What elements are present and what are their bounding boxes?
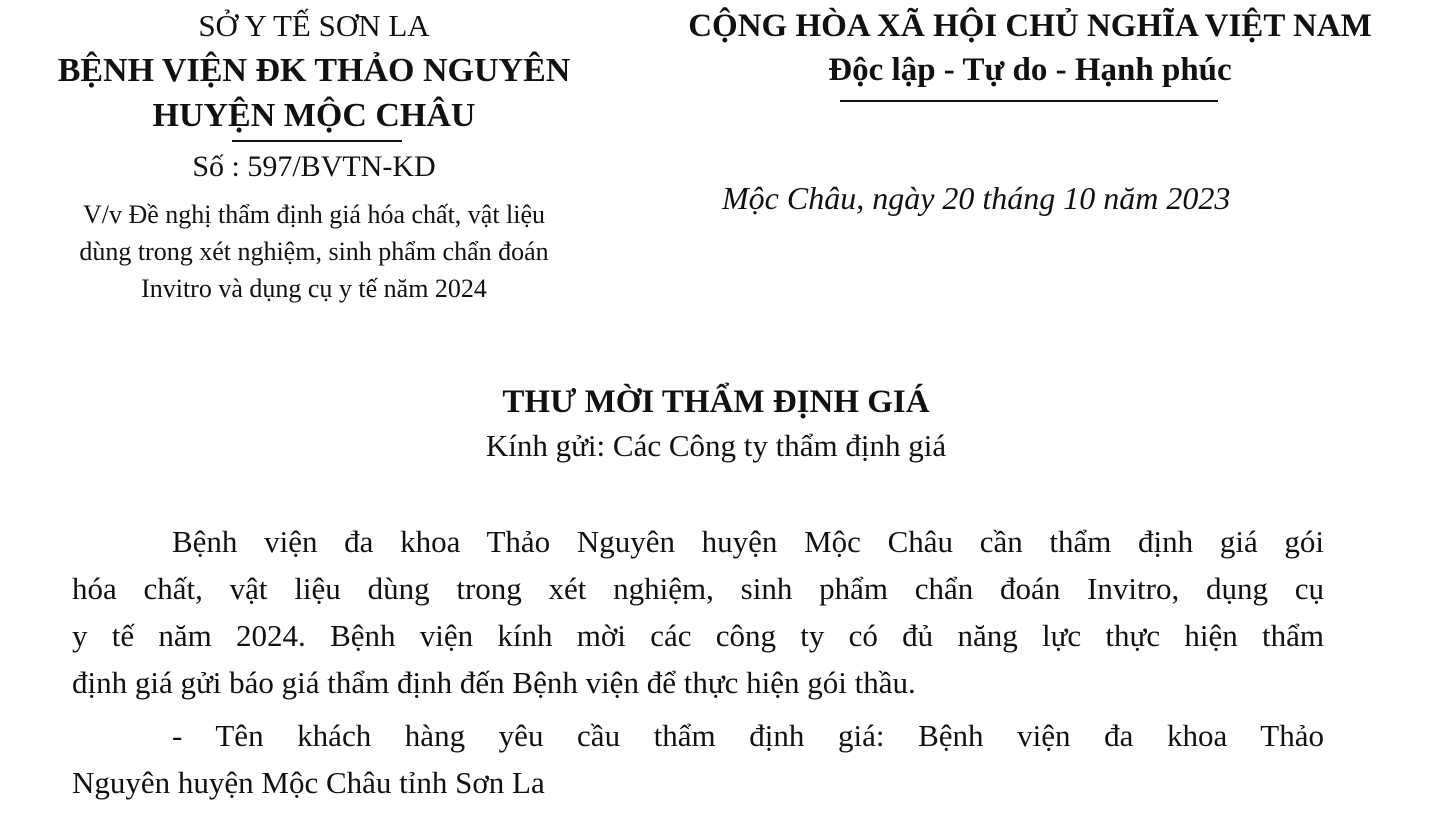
paragraph1-line-3: y tế năm 2024. Bệnh viện kính mời các công ty có đủ năng lực thực hiện thẩm [72, 618, 1324, 653]
letter-title: THƯ MỜI THẨM ĐỊNH GIÁ [502, 384, 930, 420]
place-and-date: Mộc Châu, ngày 20 tháng 10 năm 2023 [722, 180, 1231, 216]
document-subject [0, 196, 628, 307]
paragraph2-line-1: - Tên khách hàng yêu cầu thẩm định giá: Bệnh viện đa khoa Thảo [172, 718, 1324, 753]
hospital-name-line2: HUYỆN MỘC CHÂU [152, 97, 476, 134]
left-header-underline [232, 140, 402, 142]
national-motto: Độc lập - Tự do - Hạnh phúc [828, 52, 1232, 88]
motto-underline [840, 100, 1218, 102]
body-paragraph-1 [72, 518, 1324, 706]
paragraph1-line-2: hóa chất, vật liệu dùng trong xét nghiệm, sinh phẩm chẩn đoán Invitro, dụng cụ [72, 571, 1324, 606]
paragraph1-line-1: Bệnh viện đa khoa Thảo Nguyên huyện Mộc Châu cần thẩm định giá gói [172, 524, 1324, 559]
paragraph1-line-4: định giá gửi báo giá thẩm định đến Bệnh viện để thực hiện gói thầu. [72, 665, 916, 700]
paragraph2-line-2: Nguyên huyện Mộc Châu tỉnh Sơn La [72, 765, 545, 800]
department-name: SỞ Y TẾ SƠN LA [198, 8, 430, 43]
national-title: CỘNG HÒA XÃ HỘI CHỦ NGHĨA VIỆT NAM [688, 8, 1372, 44]
body-paragraph-2 [72, 712, 1324, 806]
document-number: Số : 597/BVTN-KD [192, 150, 436, 183]
letter-recipient: Kính gửi: Các Công ty thẩm định giá [485, 428, 947, 463]
hospital-name-line1: BỆNH VIỆN ĐK THẢO NGUYÊN [57, 52, 571, 89]
subject-line-3: Invitro và dụng cụ y tế năm 2024 [141, 274, 487, 303]
subject-line-1: V/v Đề nghị thẩm định giá hóa chất, vật liệu [82, 200, 546, 229]
subject-line-2: dùng trong xét nghiệm, sinh phẩm chẩn đoán [79, 237, 549, 266]
